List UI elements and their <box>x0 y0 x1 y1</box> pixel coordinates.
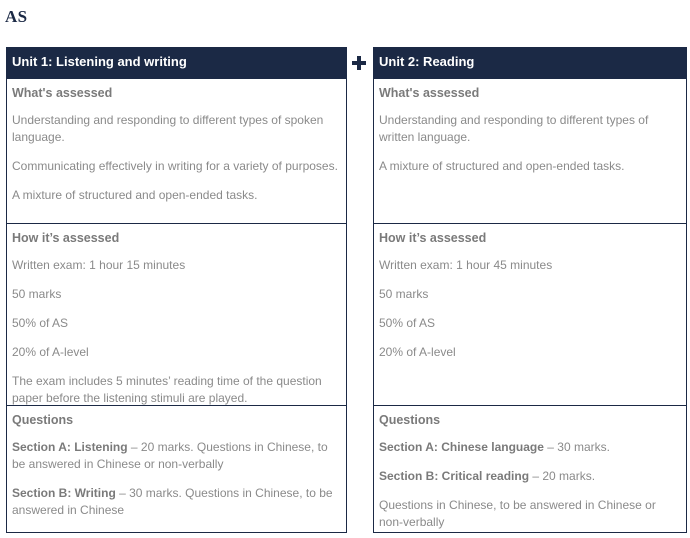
unit-2-how-assessed <box>374 223 686 405</box>
question-text: – 30 marks. <box>543 440 610 454</box>
page-heading: AS <box>5 7 28 26</box>
question-text: – 20 marks. Questions in Chinese, to be answered in Chinese or non-verbally <box>12 440 328 471</box>
unit-2-title: Unit 2: Reading <box>374 48 686 78</box>
section-title: What's assessed <box>379 86 480 100</box>
how-item: 50% of AS <box>379 316 436 330</box>
section-title: What's assessed <box>12 86 113 100</box>
unit-1-questions <box>7 405 346 533</box>
section-title: How it’s assessed <box>379 231 487 245</box>
assessed-item: Understanding and responding to different types of spoken language. <box>12 113 324 144</box>
assessed-item: Understanding and responding to different types of written language. <box>379 113 649 144</box>
question-text: – 20 marks. <box>529 469 596 483</box>
question-label: Section A: Listening <box>12 440 128 454</box>
unit-2-box <box>373 47 687 533</box>
unit-1-whats-assessed <box>7 78 346 223</box>
question-text: – 30 marks. Questions in Chinese, to be answered in Chinese <box>12 486 333 517</box>
section-title: Questions <box>379 413 441 427</box>
question-item <box>12 439 339 473</box>
assessed-item: A mixture of structured and open-ended tasks. <box>379 159 625 173</box>
how-item: 20% of A-level <box>379 345 456 359</box>
question-item <box>379 497 679 531</box>
question-label: Section B: Writing <box>12 486 116 500</box>
unit-2-whats-assessed <box>374 78 686 223</box>
how-item: 50 marks <box>379 287 429 301</box>
assessed-item: A mixture of structured and open-ended tasks. <box>12 188 258 202</box>
how-item: Written exam: 1 hour 45 minutes <box>379 258 553 272</box>
how-item: 50 marks <box>12 287 62 301</box>
how-item: 20% of A-level <box>12 345 89 359</box>
question-text: Questions in Chinese, to be answered in Chinese or non-verbally <box>379 498 656 529</box>
unit-1-box <box>6 47 347 533</box>
assessed-item: Communicating effectively in writing for a variety of purposes. <box>12 159 338 173</box>
question-label: Section A: Chinese language <box>379 440 544 454</box>
how-item: 50% of AS <box>12 316 69 330</box>
unit-1-how-assessed <box>7 223 346 405</box>
section-title: Questions <box>12 413 74 427</box>
unit-1-title: Unit 1: Listening and writing <box>7 48 346 78</box>
question-item <box>12 485 339 519</box>
question-item <box>379 468 679 485</box>
unit-2-questions <box>374 405 686 533</box>
question-item <box>379 439 679 456</box>
how-item: Written exam: 1 hour 15 minutes <box>12 258 186 272</box>
section-title: How it’s assessed <box>12 231 120 245</box>
how-item: The exam includes 5 minutes’ reading time of the question paper before the listening stimuli are played. <box>12 374 322 405</box>
plus-icon <box>351 55 367 71</box>
question-label: Section B: Critical reading <box>379 469 530 483</box>
